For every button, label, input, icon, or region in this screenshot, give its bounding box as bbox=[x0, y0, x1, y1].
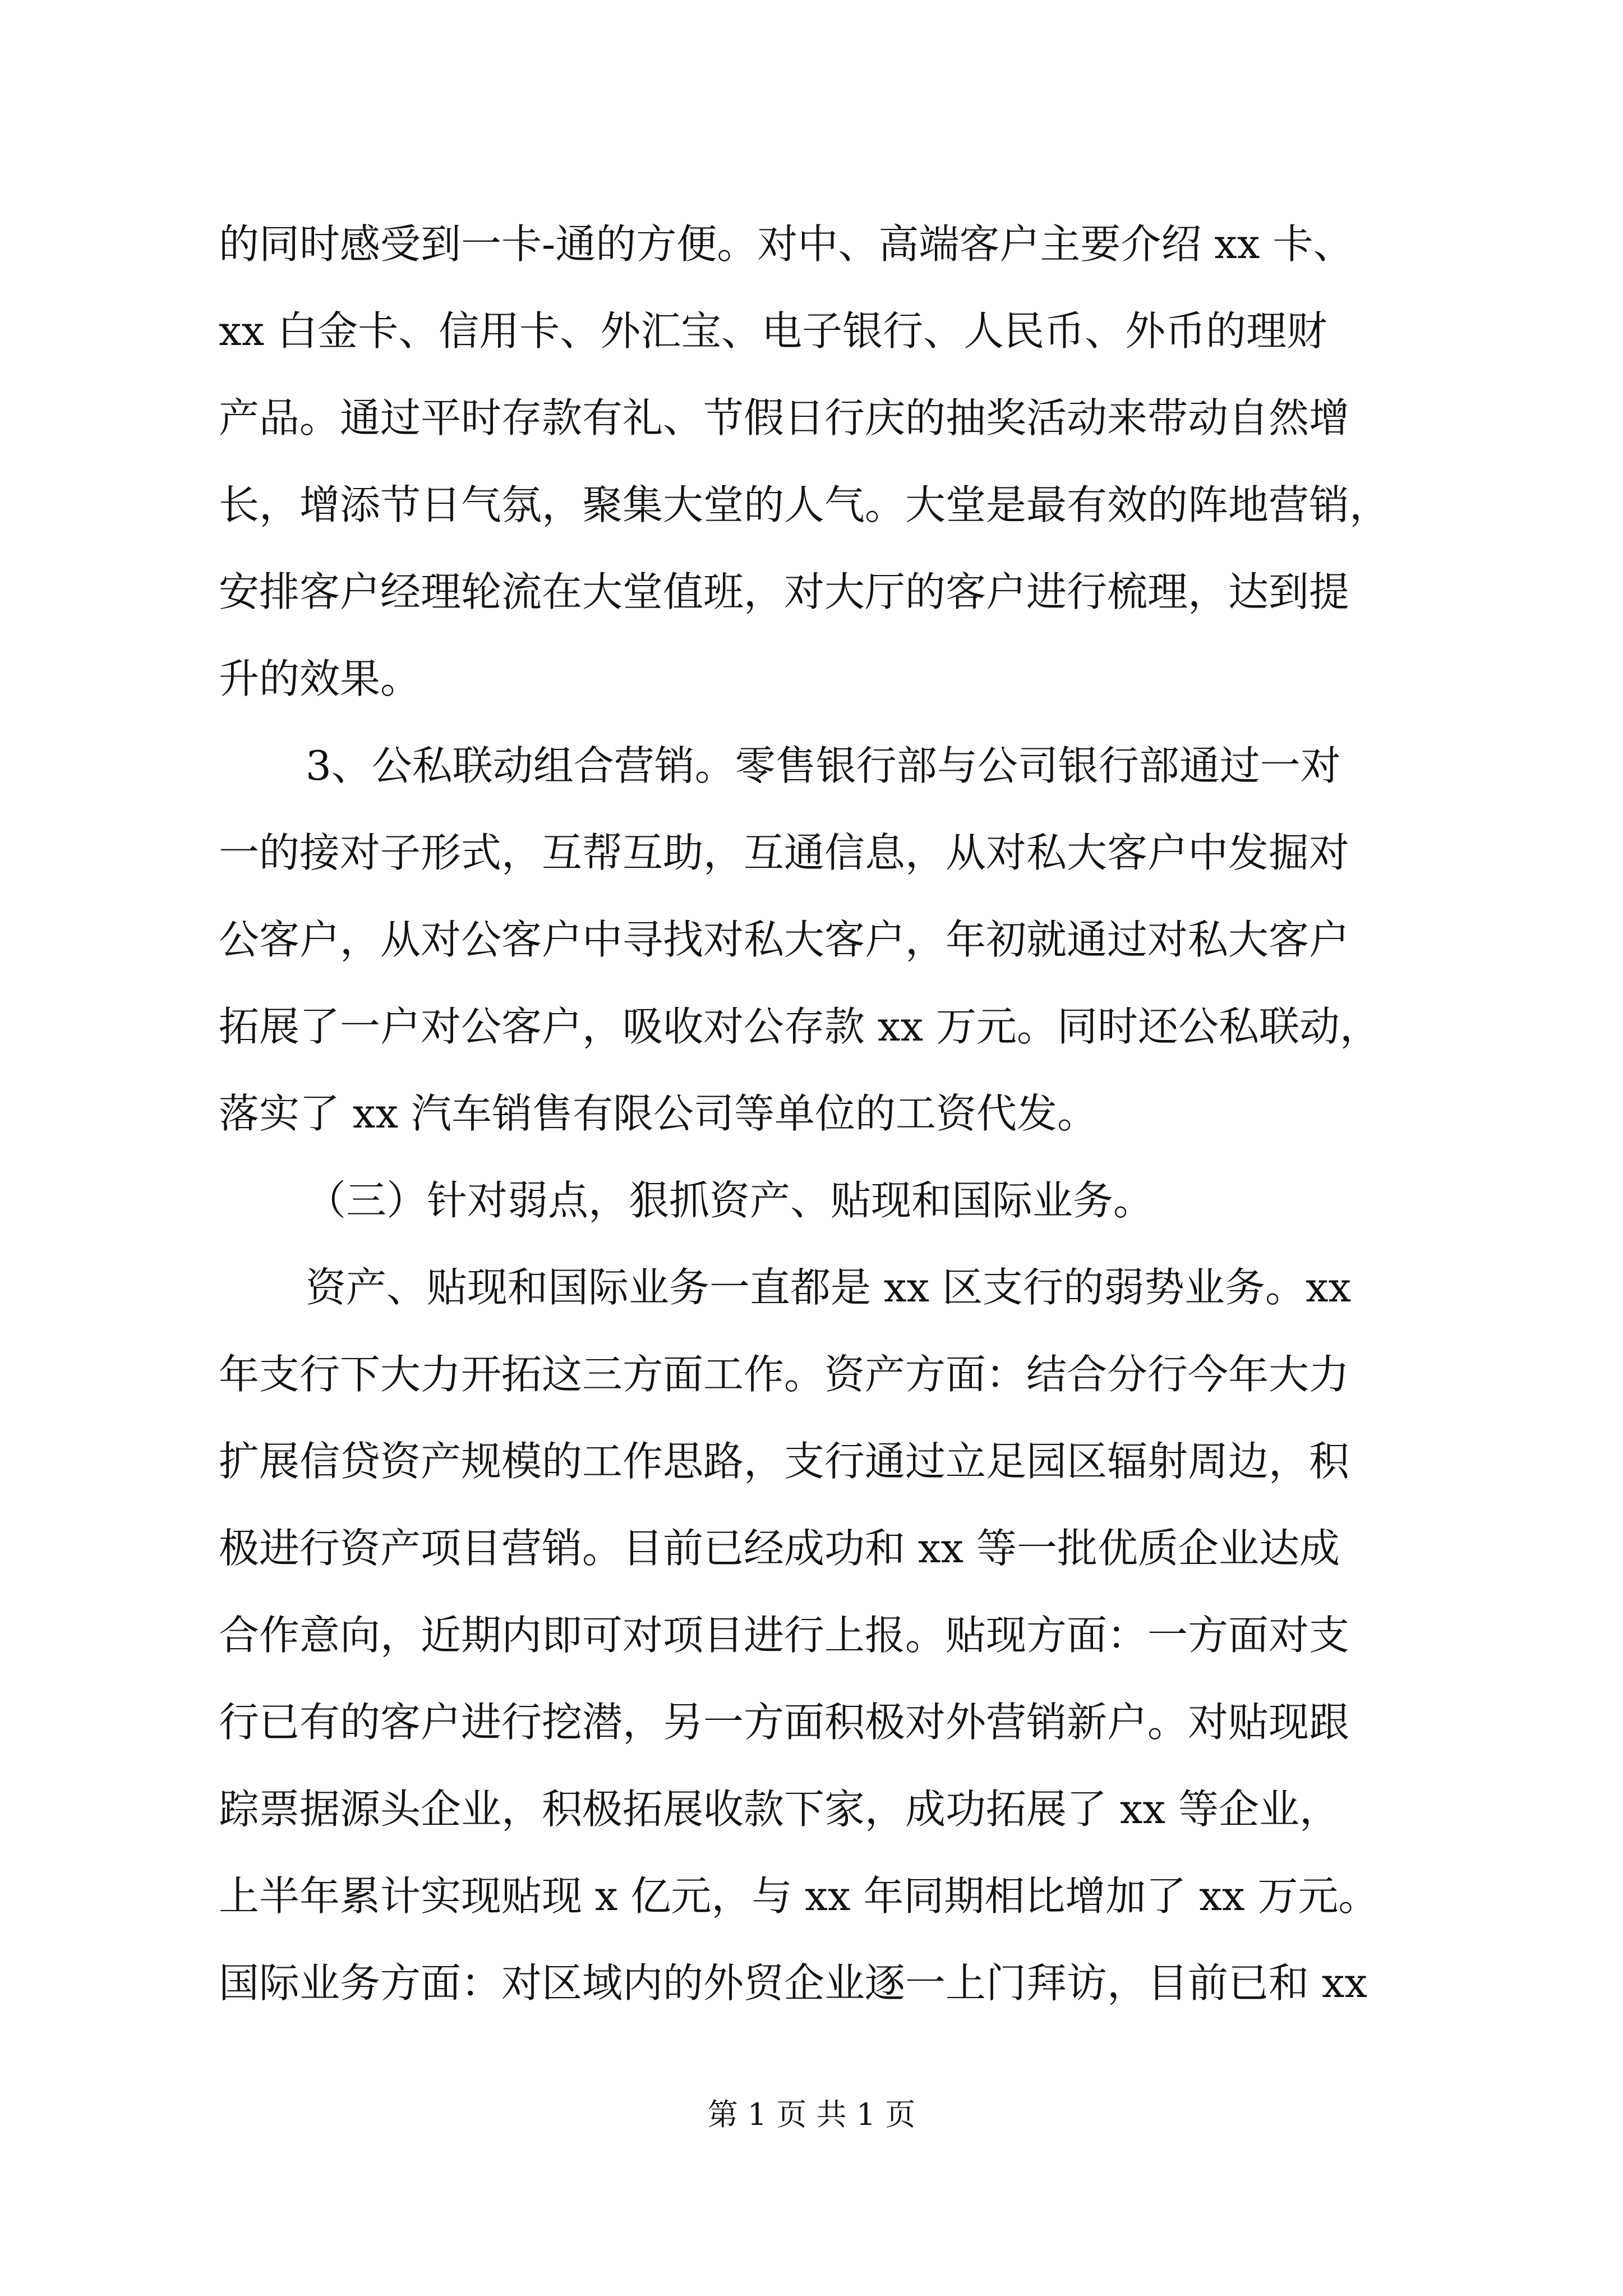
page-footer: 第 1 页 共 1 页 bbox=[707, 2097, 916, 2132]
text-line: 合作意向，近期内即可对项目进行上报。贴现方面：一方面对支 bbox=[219, 1612, 1350, 1659]
text-line: 安排客户经理轮流在大堂值班，对大厅的客户进行梳理，达到提 bbox=[219, 568, 1350, 615]
text-line: 一的接对子形式，互帮互助，互通信息，从对私大客户中发掘对 bbox=[219, 829, 1350, 876]
text-line: 上半年累计实现贴现 x 亿元，与 xx 年同期相比增加了 xx 万元。 bbox=[219, 1872, 1379, 1920]
text-line: 行已有的客户进行挖潜，另一方面积极对外营销新户。对贴现跟 bbox=[219, 1699, 1350, 1746]
paragraph-start-line: 3、公私联动组合营销。零售银行部与公司银行部通过一对 bbox=[306, 742, 1341, 789]
text-line: 拓展了一户对公客户，吸收对公存款 xx 万元。同时还公私联动， bbox=[219, 1003, 1380, 1050]
text-line: 踪票据源头企业，积极拓展收款下家，成功拓展了 xx 等企业， bbox=[219, 1786, 1340, 1833]
text-line: 公客户，从对公客户中寻找对私大客户，年初就通过对私大客户 bbox=[219, 916, 1350, 963]
text-line: 落实了 xx 汽车销售有限公司等单位的工资代发。 bbox=[219, 1090, 1098, 1137]
text-line: 国际业务方面：对区域内的外贸企业逐一上门拜访，目前已和 xx bbox=[219, 1959, 1368, 2007]
text-line: 产品。通过平时存款有礼、节假日行庆的抽奖活动来带动自然增 bbox=[219, 394, 1350, 441]
text-line: 扩展信贷资产规模的工作思路，支行通过立足园区辐射周边，积 bbox=[219, 1438, 1350, 1485]
text-line: 极进行资产项目营销。目前已经成功和 xx 等一批优质企业达成 bbox=[219, 1525, 1340, 1572]
text-line: 年支行下大力开拓这三方面工作。资产方面：结合分行今年大力 bbox=[219, 1351, 1350, 1398]
text-line: 长，增添节日气氛，聚集大堂的人气。大堂是最有效的阵地营销， bbox=[219, 481, 1390, 528]
section-heading: （三）针对弱点，狠抓资产、贴现和国际业务。 bbox=[306, 1177, 1154, 1224]
text-line: 的同时感受到一卡-通的方便。对中、高端客户主要介绍 xx 卡、 bbox=[219, 220, 1354, 268]
text-line: 升的效果。 bbox=[219, 655, 421, 702]
text-line: xx 白金卡、信用卡、外汇宝、电子银行、人民币、外币的理财 bbox=[219, 307, 1327, 355]
paragraph-start-line: 资产、贴现和国际业务一直都是 xx 区支行的弱势业务。xx bbox=[306, 1264, 1352, 1311]
